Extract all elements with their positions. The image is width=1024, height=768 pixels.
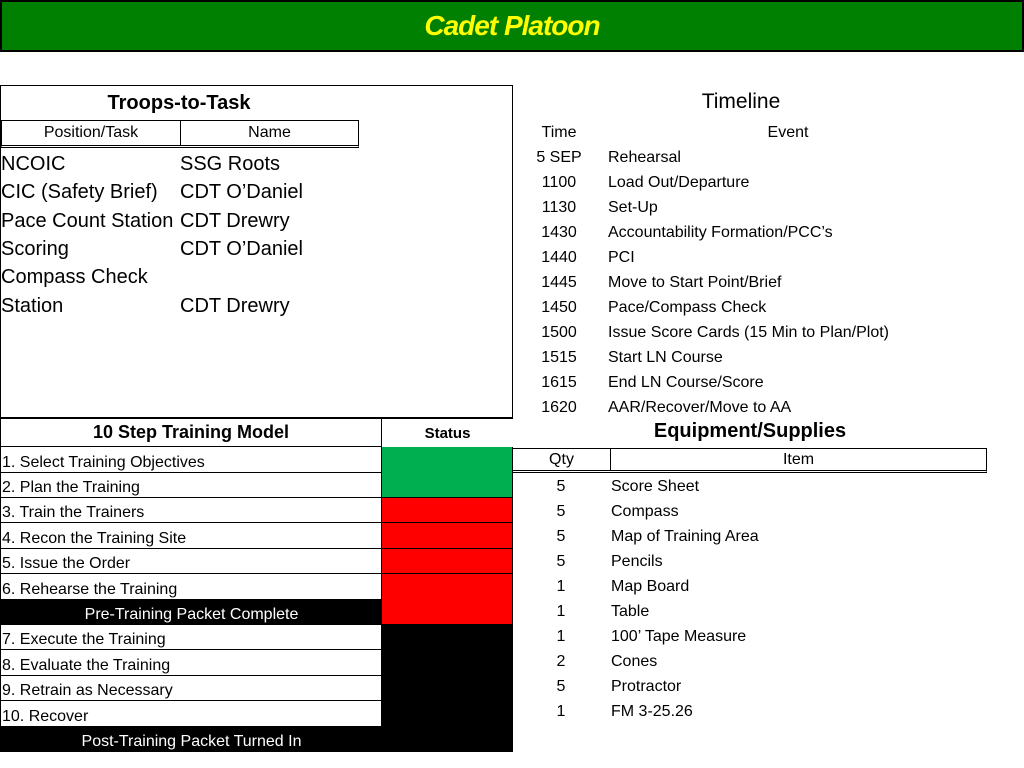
step-label: 9. Retrain as Necessary xyxy=(0,676,382,702)
position-cell: CIC (Safety Brief) xyxy=(1,181,158,204)
name-cell: CDT O’Daniel xyxy=(180,237,303,260)
item-cell: Score Sheet xyxy=(611,478,700,495)
column-header-position: Position/Task xyxy=(2,121,181,145)
milestone-row xyxy=(0,726,513,752)
event-cell: Start LN Course xyxy=(608,349,723,366)
step-row xyxy=(0,549,513,575)
step-label: 8. Evaluate the Training xyxy=(0,650,382,676)
step-row xyxy=(0,447,513,473)
item-cell: Pencils xyxy=(611,553,663,570)
qty-cell: 1 xyxy=(556,578,566,595)
timeline-title: Timeline xyxy=(701,90,781,113)
position-cell: Pace Count Station xyxy=(1,209,174,232)
status-indicator xyxy=(382,549,513,575)
status-indicator xyxy=(382,574,513,600)
event-cell: AAR/Recover/Move to AA xyxy=(608,399,792,416)
column-header-name: Name xyxy=(248,124,291,141)
column-header-event: Event xyxy=(767,124,809,141)
status-indicator xyxy=(382,472,513,498)
training-model-header xyxy=(0,418,513,447)
status-column-header: Status xyxy=(382,418,513,447)
step-label: Pre-Training Packet Complete xyxy=(0,599,382,625)
step-row xyxy=(0,472,513,498)
position-cell: NCOIC xyxy=(1,153,66,175)
status-indicator xyxy=(382,676,513,702)
position-cell: Station xyxy=(1,294,64,317)
event-cell: Accountability Formation/PCC’s xyxy=(608,224,833,241)
time-cell: 1620 xyxy=(541,399,577,416)
qty-cell: 1 xyxy=(556,628,566,645)
step-label: 3. Train the Trainers xyxy=(0,498,382,524)
troops-to-task-header xyxy=(1,120,359,148)
item-cell: Protractor xyxy=(611,678,682,695)
column-header-item: Item xyxy=(782,450,815,468)
event-cell: PCI xyxy=(608,249,635,266)
status-indicator xyxy=(382,625,513,651)
qty-cell: 5 xyxy=(556,678,566,695)
step-row xyxy=(0,650,513,676)
time-cell: 1615 xyxy=(541,374,577,391)
milestone-row xyxy=(0,599,513,625)
status-indicator xyxy=(382,650,513,676)
event-cell: Pace/Compass Check xyxy=(608,299,767,316)
step-label: 7. Execute the Training xyxy=(0,625,382,651)
item-cell: 100’ Tape Measure xyxy=(611,628,747,645)
header-bar xyxy=(0,0,1024,52)
time-cell: 1440 xyxy=(541,249,577,266)
item-cell: Cones xyxy=(611,653,658,670)
step-row xyxy=(0,625,513,651)
name-cell: SSG Roots xyxy=(180,153,281,175)
step-label: 6. Rehearse the Training xyxy=(0,574,382,600)
step-label: 4. Recon the Training Site xyxy=(0,523,382,549)
name-cell: CDT O’Daniel xyxy=(180,181,303,204)
position-cell: Scoring xyxy=(1,237,69,260)
qty-cell: 1 xyxy=(556,703,566,720)
item-cell: Compass xyxy=(611,503,679,520)
time-cell: 1100 xyxy=(541,174,577,191)
event-cell: Issue Score Cards (15 Min to Plan/Plot) xyxy=(608,324,890,341)
equipment-header xyxy=(512,448,987,473)
time-cell: 1450 xyxy=(541,299,577,316)
event-cell: End LN Course/Score xyxy=(608,374,764,391)
status-indicator xyxy=(382,701,513,727)
step-label: 5. Issue the Order xyxy=(0,549,382,575)
time-cell: 1515 xyxy=(541,349,577,366)
column-header-qty: Qty xyxy=(513,449,611,470)
time-cell: 1130 xyxy=(541,199,577,216)
time-cell: 1445 xyxy=(541,274,577,291)
item-cell: Map Board xyxy=(611,578,690,595)
status-indicator xyxy=(382,599,513,625)
event-cell: Load Out/Departure xyxy=(608,174,750,191)
event-cell: Move to Start Point/Brief xyxy=(608,274,782,291)
qty-cell: 2 xyxy=(556,653,566,670)
qty-cell: 5 xyxy=(556,503,566,520)
qty-cell: 5 xyxy=(556,478,566,495)
time-cell: 5 SEP xyxy=(536,149,582,166)
qty-cell: 1 xyxy=(556,603,566,620)
position-cell: Compass Check xyxy=(1,266,148,289)
step-label: 1. Select Training Objectives xyxy=(0,447,382,473)
status-indicator xyxy=(382,447,513,473)
column-header-time: Time xyxy=(541,124,577,141)
step-row xyxy=(0,701,513,727)
equipment-title: Equipment/Supplies xyxy=(653,420,847,442)
name-cell: CDT Drewry xyxy=(180,294,290,317)
name-cell: CDT Drewry xyxy=(180,209,290,232)
event-cell: Set-Up xyxy=(608,199,658,216)
step-row xyxy=(0,676,513,702)
step-label: 10. Recover xyxy=(0,701,382,727)
training-model-title: 10 Step Training Model xyxy=(0,418,382,447)
qty-cell: 5 xyxy=(556,528,566,545)
step-row xyxy=(0,498,513,524)
event-cell: Rehearsal xyxy=(608,149,681,166)
step-row xyxy=(0,574,513,600)
time-cell: 1500 xyxy=(541,324,577,341)
item-cell: Table xyxy=(611,603,650,620)
troops-to-task-title: Troops-to-Task xyxy=(107,92,251,114)
qty-cell: 5 xyxy=(556,553,566,570)
time-cell: 1430 xyxy=(541,224,577,241)
item-cell: FM 3-25.26 xyxy=(611,703,693,720)
status-indicator xyxy=(382,523,513,549)
status-indicator xyxy=(382,498,513,524)
step-label: 2. Plan the Training xyxy=(0,472,382,498)
page-title: Cadet Platoon xyxy=(424,10,600,41)
status-indicator xyxy=(382,726,513,752)
step-label: Post-Training Packet Turned In xyxy=(0,726,382,752)
step-row xyxy=(0,523,513,549)
item-cell: Map of Training Area xyxy=(611,528,759,545)
